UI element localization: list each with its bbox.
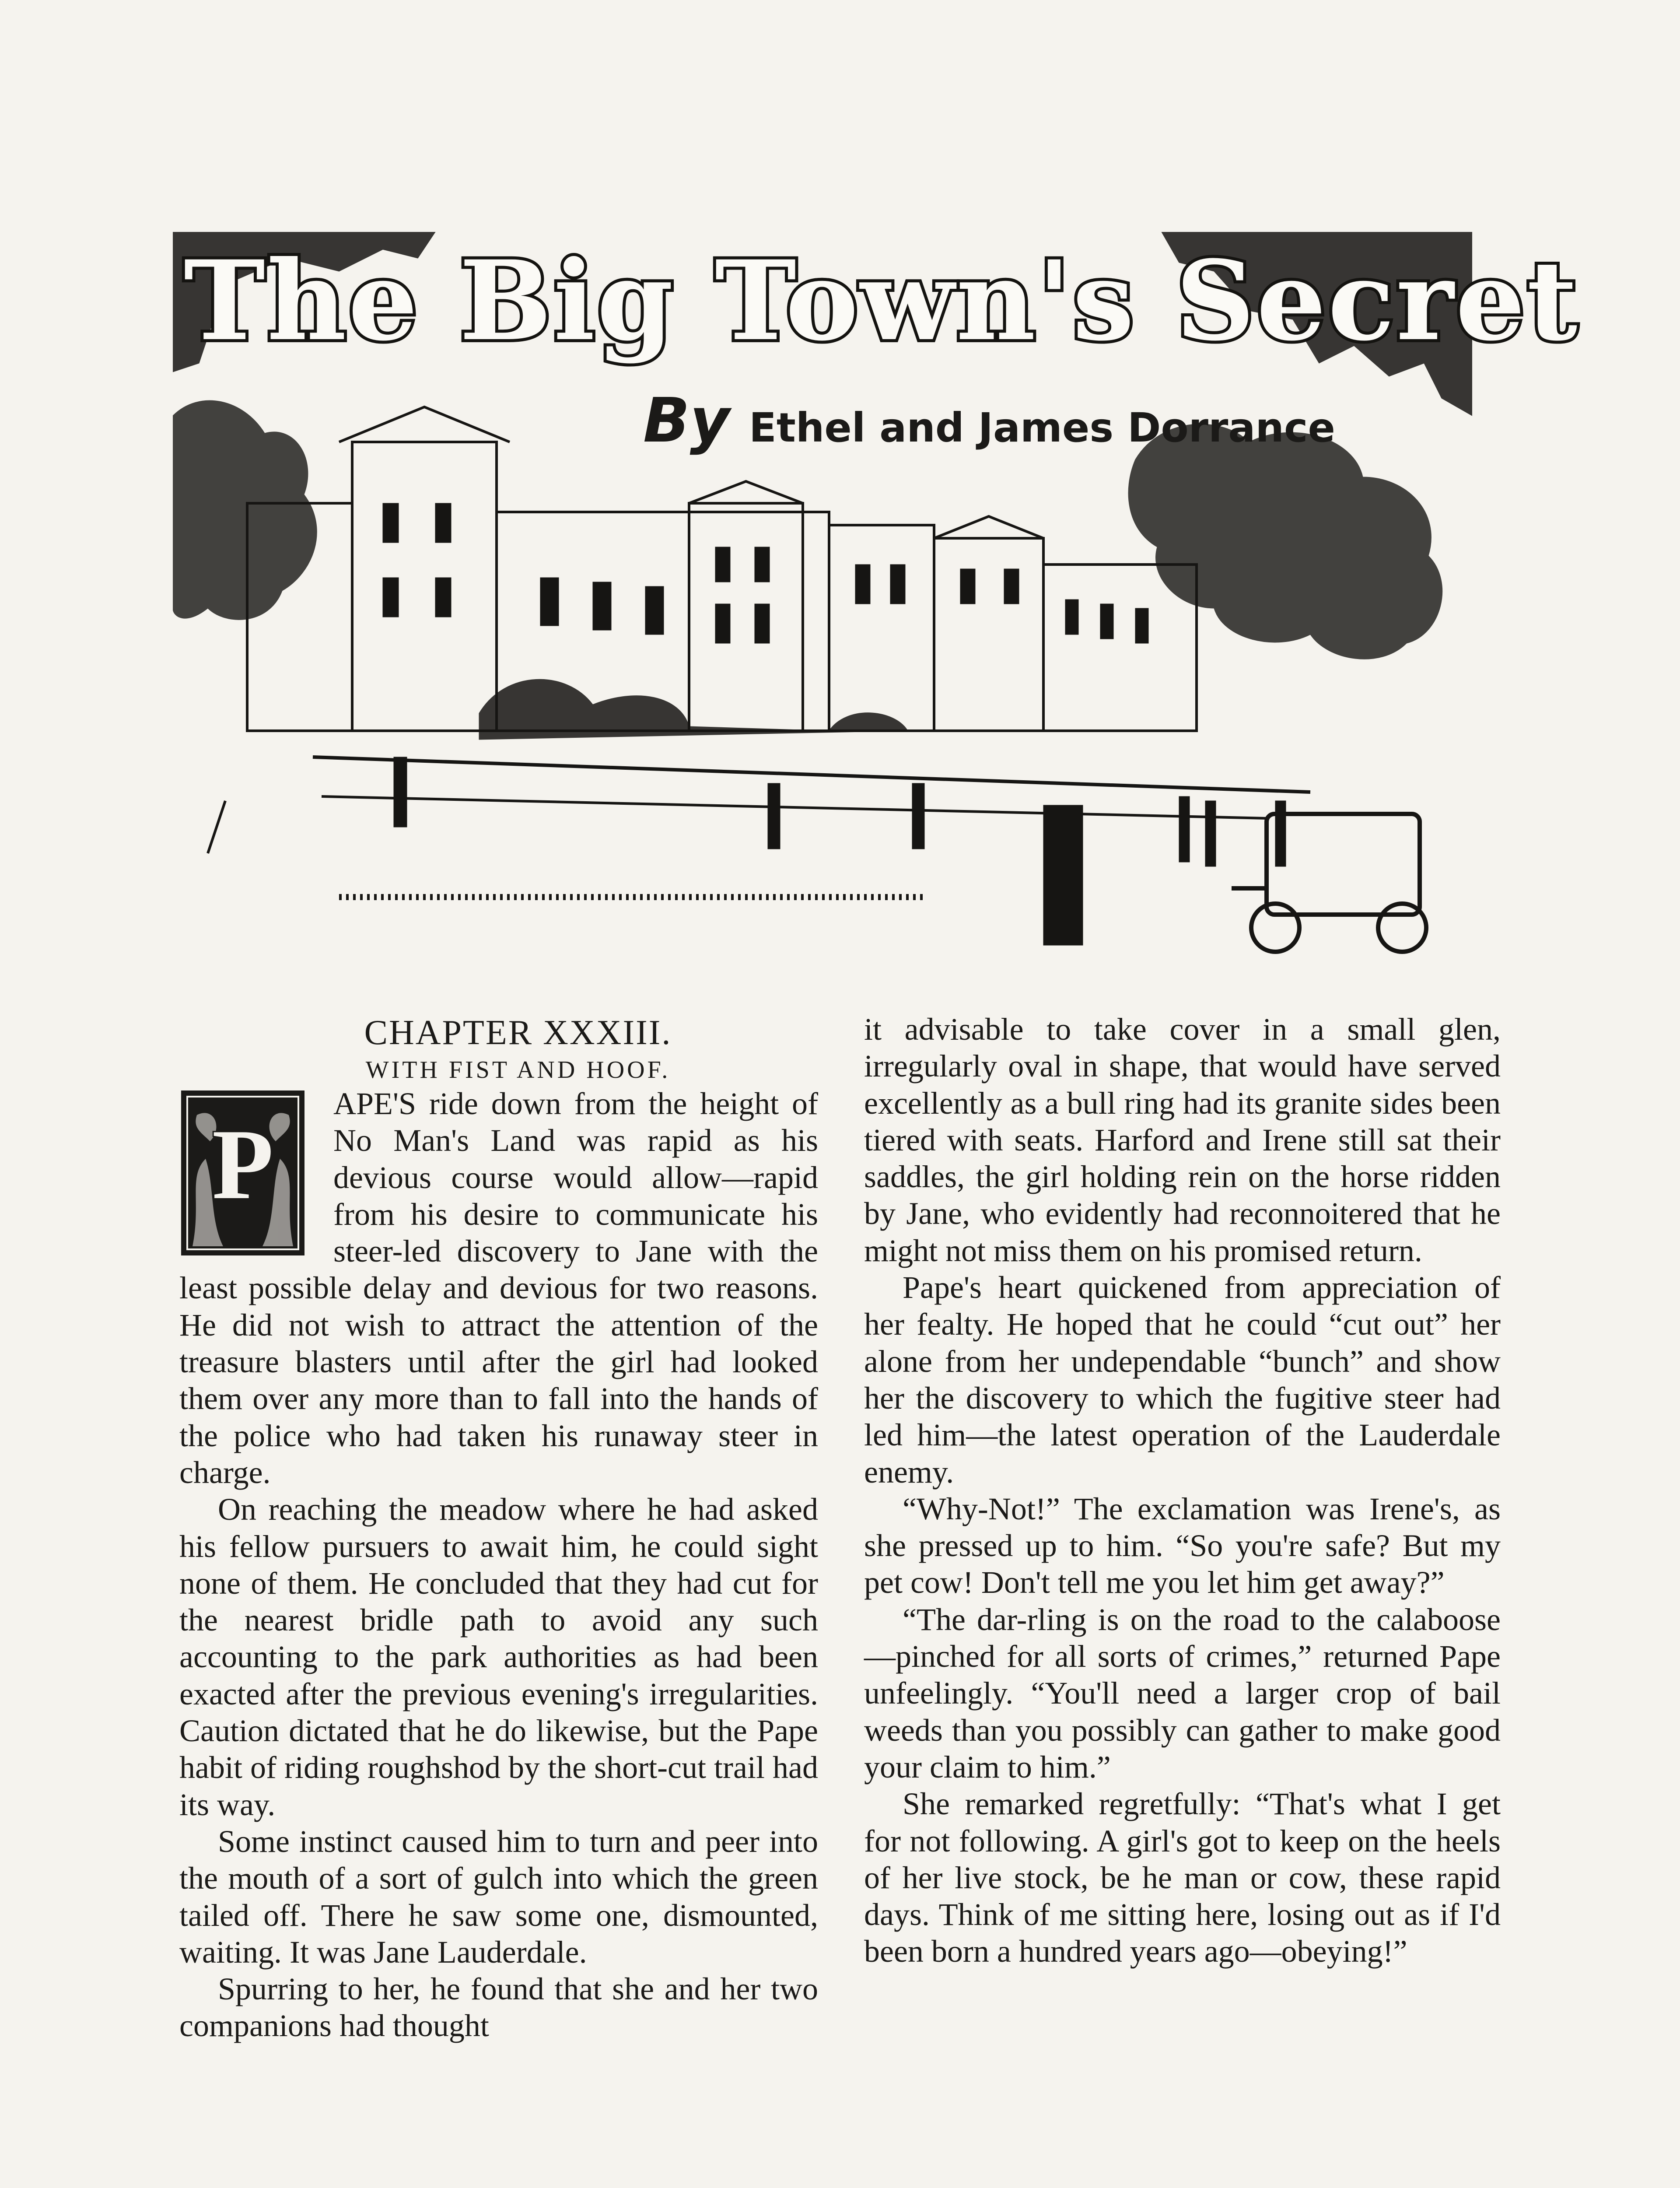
left-paragraph-2: On reaching the meadow where he had asked his fellow pursuers to await him, he could sight none of them. He concluded that they had cut for the nearest bridle path to avoid any such accounting to the park authorities as had been exacted after the previous evening's irregularities. Caution dictated that he do likewise, but the Pape habit of riding roughshod by the short-cut trail had its way.	[179, 1492, 818, 1822]
right-paragraph-5: She remarked regretfully: “That's what I get for not following. A girl's got to keep on the heels of her live stock, be he man or cow, these rapid days. Think of me sitting here, losing out as if I'd been born a hundred years ago—obeying!”	[864, 1786, 1501, 1969]
chapter-subtitle: WITH FIST AND HOOF.	[365, 1056, 671, 1083]
right-paragraph-4: “The dar-rling is on the road to the calaboose—pinched for all sorts of crimes,” returned Pape unfeelingly. “You'll need a larger crop of bail weeds than you possibly can gather to make good your claim to him.”	[864, 1602, 1501, 1785]
left-paragraph-3: Some instinct caused him to turn and peer into the mouth of a sort of gulch into which the green tailed off. There he saw some one, dismounted, waiting. It was Jane Lauderdale.	[179, 1823, 818, 1970]
right-column	[864, 1011, 1501, 1970]
left-paragraph-1: APE'S ride down from the height of No Man's Land was rapid as his devious course would allow—rapid from his desire to communicate his steer-led discovery to Jane with the least possible delay and devious for two reasons. He did not wish to attract the attention of the treasure blasters until after the girl had looked them over any more than to fall into the hands of the police who had taken his runaway steer in charge.	[179, 1086, 818, 1490]
chapter-heading: CHAPTER XXXIII.	[364, 1013, 672, 1052]
drop-cap	[179, 1089, 306, 1257]
right-paragraph-1: it advisable to take cover in a small glen, irregularly oval in shape, that would have served excellently as a bull ring had its granite sides been tiered with seats. Harford and Irene still sat their saddles, the girl holding rein on the horse ridden by Jane, who evidently had reconnoitered that he might not miss them on his promised return.	[864, 1012, 1501, 1268]
drop-cap-letter: P	[212, 1108, 274, 1220]
byline-by: By	[643, 385, 730, 456]
byline	[643, 385, 1335, 456]
story-title: The Big Town's Secret	[184, 236, 1579, 365]
left-paragraph-4: Spurring to her, he found that she and her two companions had thought	[179, 1971, 818, 2044]
right-paragraph-3: “Why-Not!” The exclamation was Irene's, as she pressed up to him. “So you're safe? But my pet cow! Don't tell me you let him get away?”	[864, 1491, 1501, 1600]
byline-authors: Ethel and James Dorrance	[749, 404, 1335, 451]
left-column	[179, 1011, 818, 2044]
right-paragraph-2: Pape's heart quickened from appreciation of her fealty. He hoped that he could “cut out” her alone from her undependable “bunch” and show her the discovery to which the fugitive steer had led him—the latest operation of the Lauderdale enemy.	[864, 1270, 1501, 1490]
